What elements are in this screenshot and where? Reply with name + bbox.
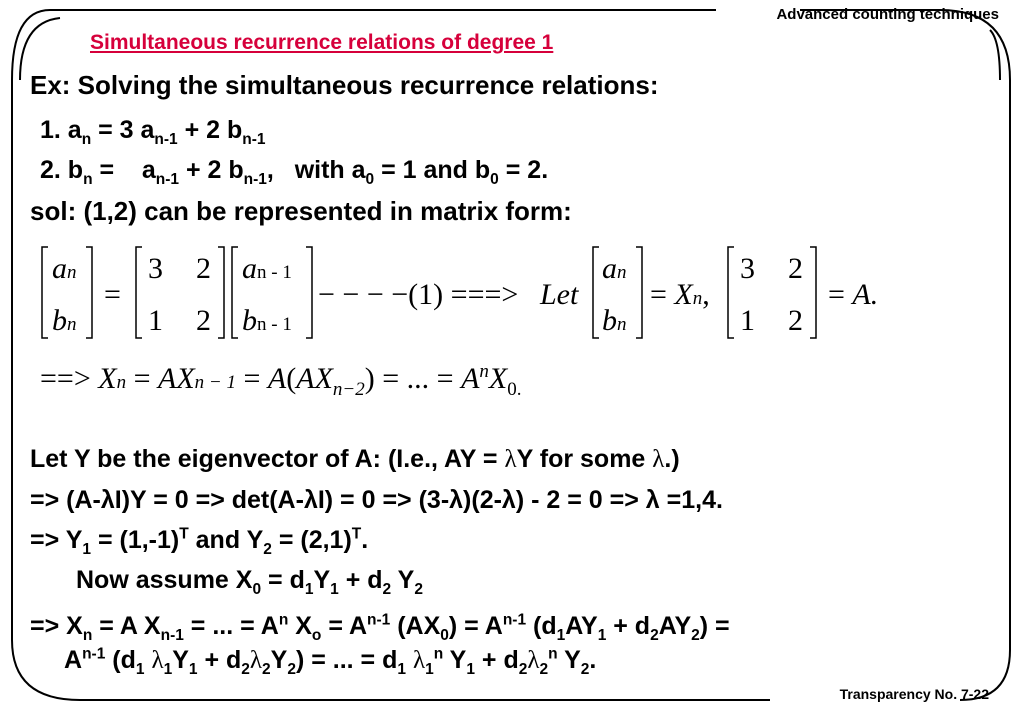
header-topic: Advanced counting techniques: [776, 6, 999, 23]
vec-bn-1: bn - 1: [242, 304, 292, 337]
derivation-line: ==> Xn = AXn − $1 = A(AX_{n-2})$ = ... = $A^nX_{0.}$: [40, 361, 522, 400]
final-line-1: => $X_n = A$ $X_{n-1}$ = ... = $A^n$ $X_o = A^{n-1}$ $(AX_0) = A^{n-1}$ $(d_1AY_1 + d_2AY_2)$ =: [30, 611, 730, 644]
final-line-2: $A^{n-1}$ ($d_1$ $\lambda_1Y_1 + d_2\lambda_2Y_2$) = ... = $d_1$ $\lambda_1^n$ $Y_1 + d_2\lambda_2^n$ $Y_2$.: [64, 645, 597, 678]
let-word: Let: [540, 278, 579, 311]
m21: 1: [148, 304, 163, 337]
eigen-vectors: => $Y_1 = (1,-1)^T$ and $Y_2 = (2,1)^T$.: [30, 525, 369, 558]
footer-transparency: Transparency No. 7-22: [839, 686, 989, 702]
solution-intro: sol: (1,2) can be represented in matrix form:: [30, 196, 572, 226]
example-intro: Ex: Solving the simultaneous recurrence relations:: [30, 70, 659, 100]
m12: 2: [196, 252, 211, 285]
vec-bn: bn: [52, 304, 77, 337]
equation-tag: − − − −(1) ===>: [318, 278, 519, 311]
vec-an: an: [52, 252, 77, 285]
a-def: = A.: [828, 278, 879, 311]
a21: 1: [740, 304, 755, 337]
m22: 2: [196, 304, 211, 337]
a12: 2: [788, 252, 803, 285]
eigen-intro: Let Y be the eigenvector of A: (I.e., AY = λY for some λ.): [30, 445, 680, 473]
a11: 3: [740, 252, 755, 285]
vec-an-1: an - 1: [242, 252, 292, 285]
m11: 3: [148, 252, 163, 285]
equals-1: =: [104, 278, 121, 311]
eigen-values: => (A-λI)Y = 0 => det(A-λI) = 0 => (3-λ)(2-λ) - 2 = 0 => λ =1,4.: [30, 486, 723, 514]
let-bn: bn: [602, 304, 627, 337]
assume-line: Now assume $X_0 = d_1Y_1 + d_2$ $Y_2$: [76, 566, 423, 598]
let-an: an: [602, 252, 627, 285]
xn-def: = Xn,: [650, 278, 710, 311]
a22: 2: [788, 304, 803, 337]
equation-1: 1. $a_n = 3$ $a_{n-1} + 2$ $b_{n-1}$: [40, 116, 266, 148]
slide-title: Simultaneous recurrence relations of degree 1: [90, 31, 554, 54]
equation-2: 2. $b_n$ = $a_{n-1} + 2$ $b_{n-1}$, with $a_0 = 1$ and $b_0 = 2$.: [40, 156, 549, 188]
